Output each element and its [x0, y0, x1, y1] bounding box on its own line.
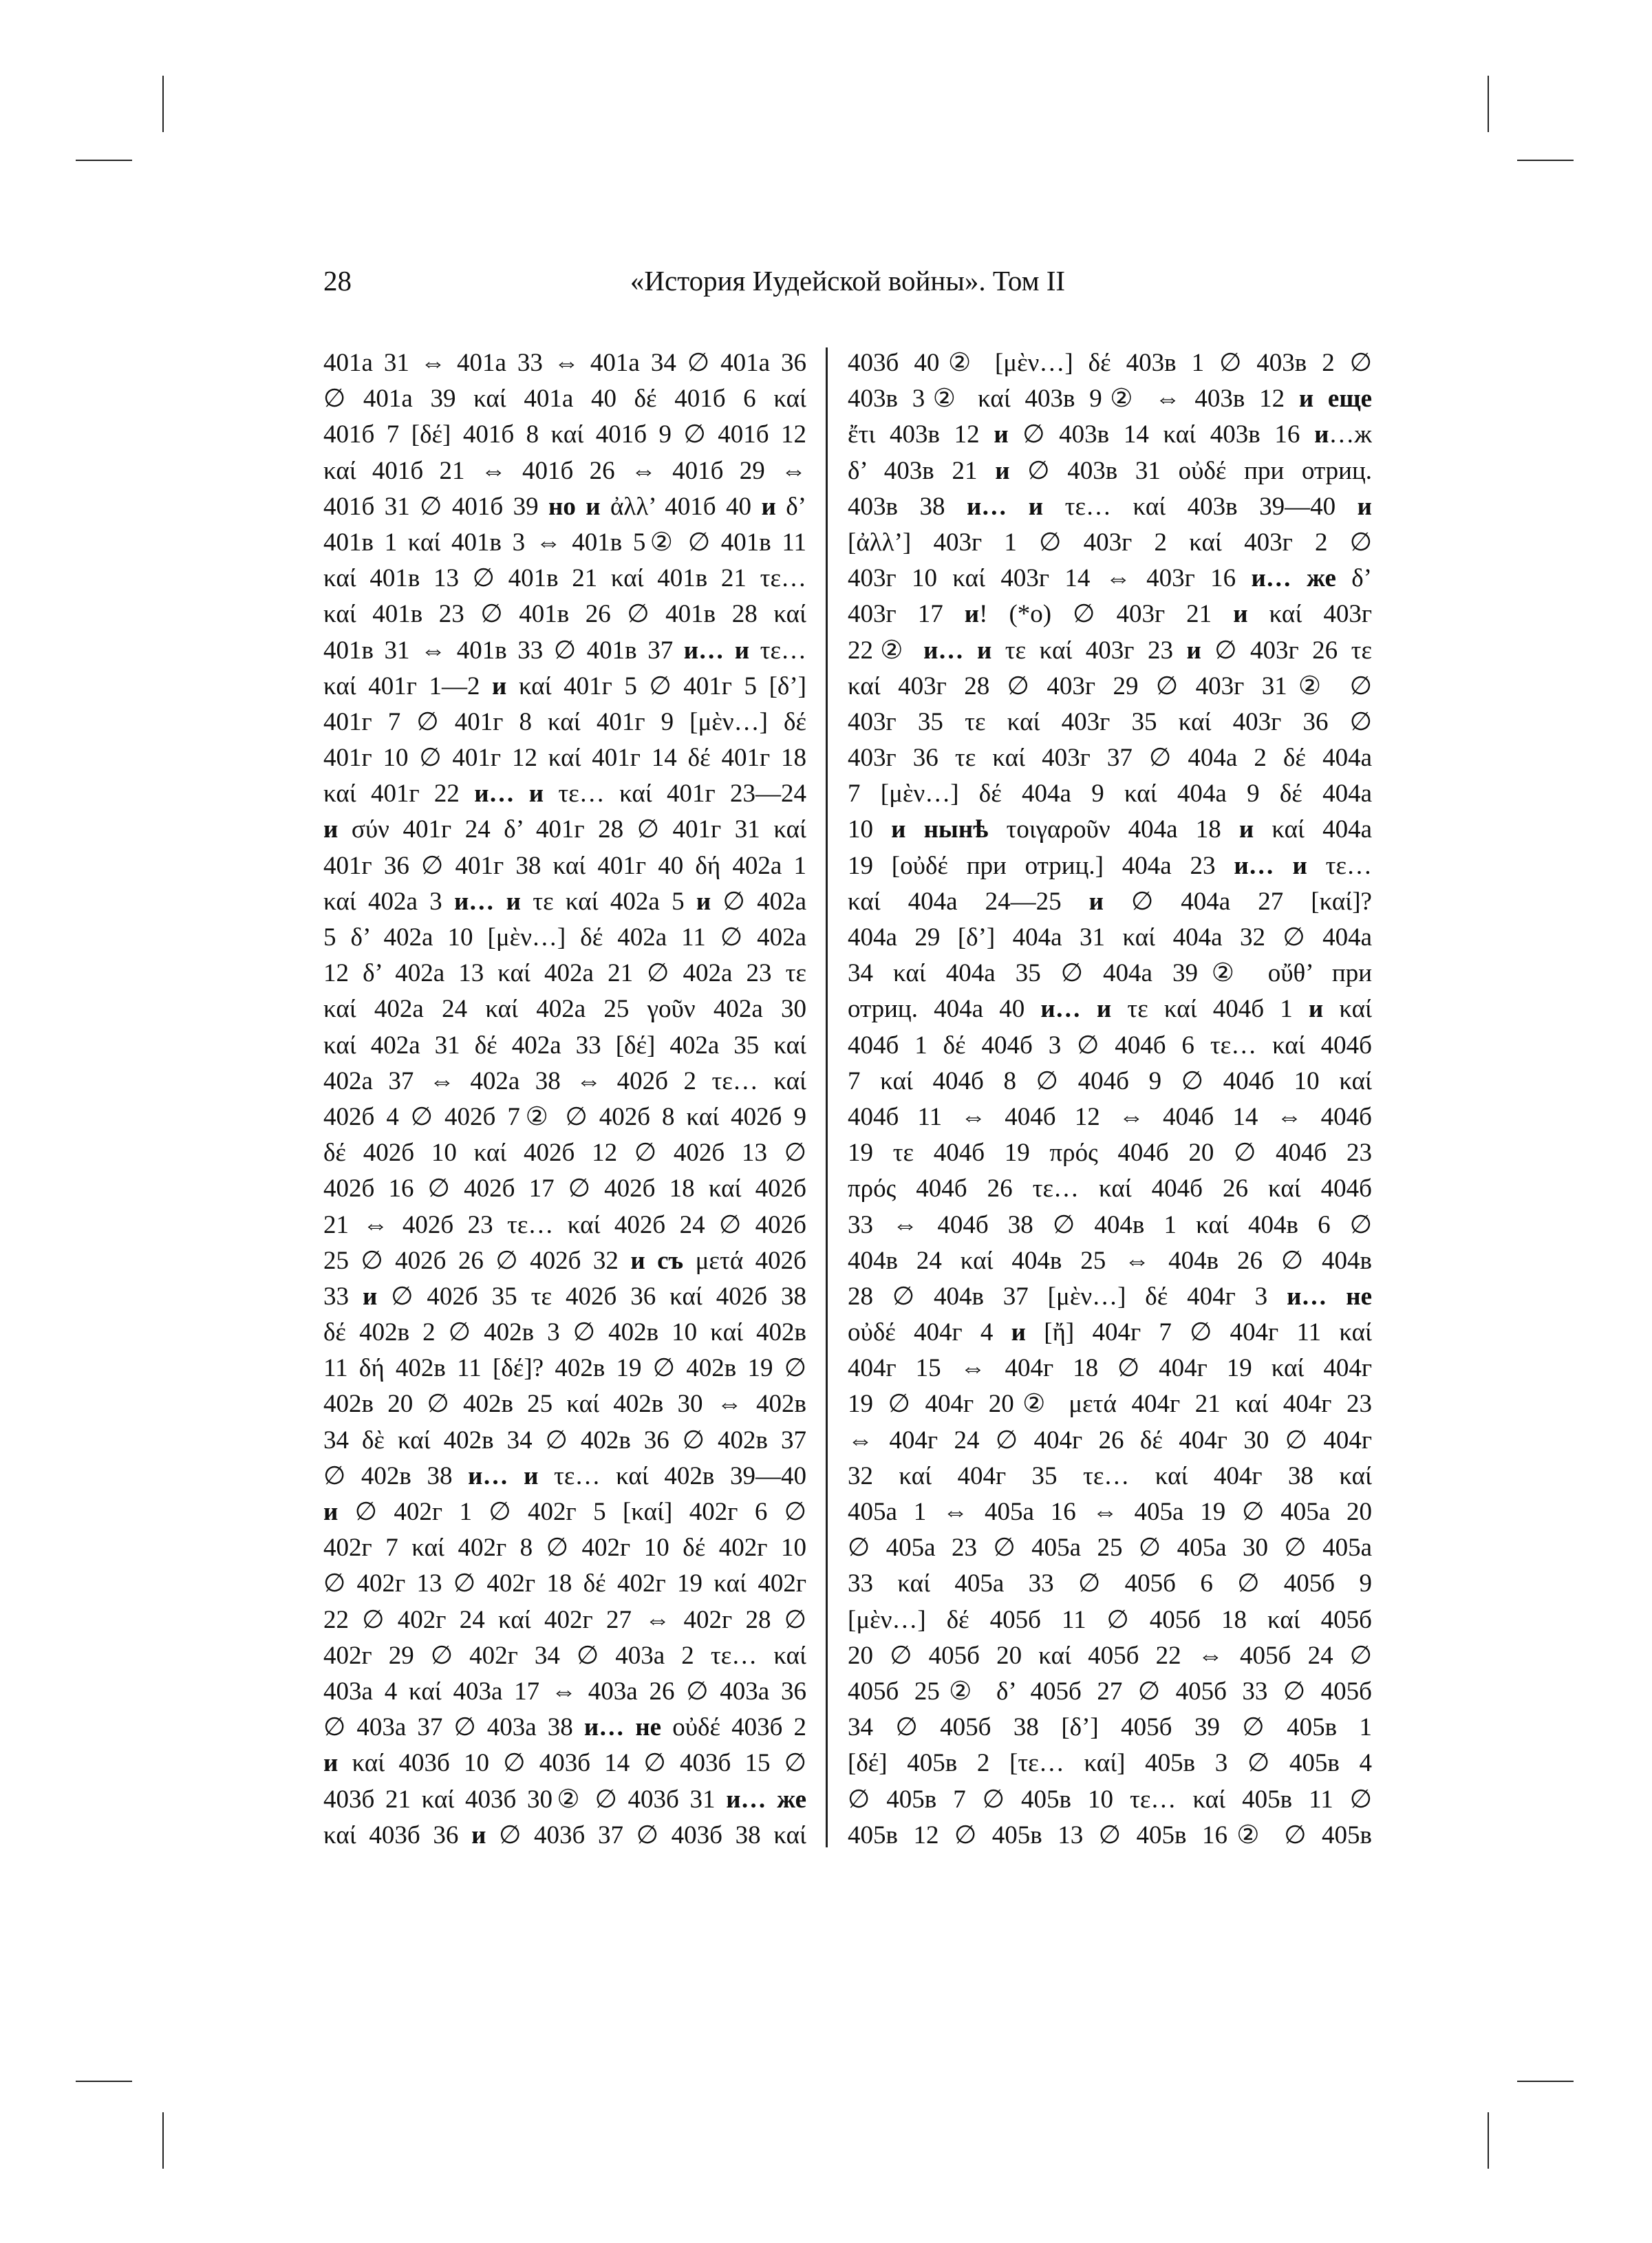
text-line: 34 ∅ 405б 38 [δ’] 405б 39 ∅ 405в 1	[848, 1713, 1372, 1742]
text-line: καί 401г 1—2 и καί 401г 5 ∅ 401г 5 [δ’]	[323, 672, 806, 700]
crop-mark-top-left-v	[162, 76, 164, 132]
text-line: 10 и нынѣ τοιγαροῦν 404а 18 и καί 404а	[848, 815, 1372, 844]
text-line: 5 δ’ 402а 10 [μὲν…] δέ 402а 11 ∅ 402а	[323, 923, 806, 952]
text-line: 34 δὲ καί 402в 34 ∅ 402в 36 ∅ 402в 37	[323, 1426, 806, 1455]
text-line: 401в 31 ⇔ 401в 33 ∅ 401в 37 и… и τε…	[323, 636, 806, 665]
text-line: δ’ 403в 21 и ∅ 403в 31 οὐδέ при отриц.	[848, 456, 1372, 485]
left-column	[323, 345, 806, 1854]
text-line: ∅ 401а 39 καί 401а 40 δέ 401б 6 καί	[323, 385, 806, 414]
text-line: καί 402а 31 δέ 402а 33 [δέ] 402а 35 καί	[323, 1031, 806, 1060]
crop-mark-bottom-right-v	[1488, 2112, 1489, 2169]
text-line: 403г 10 καί 403г 14 ⇔ 403г 16 и… же δ’	[848, 564, 1372, 593]
text-line: 25 ∅ 402б 26 ∅ 402б 32 и съ μετά 402б	[323, 1246, 806, 1275]
text-line: καί 402а 24 καί 402а 25 γοῦν 402а 30	[323, 995, 806, 1024]
text-line: 19 [οὐδέ при отриц.] 404а 23 и… и τε…	[848, 851, 1372, 880]
text-line: 404а 29 [δ’] 404а 31 καί 404а 32 ∅ 404а	[848, 923, 1372, 952]
text-line: 7 [μὲν…] δέ 404а 9 καί 404а 9 δέ 404а	[848, 780, 1372, 808]
text-line: 403г 17 и! (*о) ∅ 403г 21 и καί 403г	[848, 600, 1372, 629]
text-line: ἔτι 403в 12 и ∅ 403в 14 καί 403в 16 и…ж	[848, 420, 1372, 449]
text-line: πρός 404б 26 τε… καί 404б 26 καί 404б	[848, 1174, 1372, 1203]
text-line: 404г 15 ⇔ 404г 18 ∅ 404г 19 καί 404г	[848, 1354, 1372, 1383]
text-line: 403а 4 καί 403а 17 ⇔ 403а 26 ∅ 403а 36	[323, 1677, 806, 1706]
text-line: 33 и ∅ 402б 35 τε 402б 36 καί 402б 38	[323, 1282, 806, 1311]
text-line: 28 ∅ 404в 37 [μὲν…] δέ 404г 3 и… не	[848, 1282, 1372, 1311]
text-line: ⇔ 404г 24 ∅ 404г 26 δέ 404г 30 ∅ 404г	[848, 1426, 1372, 1455]
text-line: 22 ∅ 402г 24 καί 402г 27 ⇔ 402г 28 ∅	[323, 1605, 806, 1634]
text-line: καί 401в 23 ∅ 401в 26 ∅ 401в 28 καί	[323, 600, 806, 629]
text-line: 401б 7 [δέ] 401б 8 καί 401б 9 ∅ 401б 12	[323, 420, 806, 449]
text-line: 401г 10 ∅ 401г 12 καί 401г 14 δέ 401г 18	[323, 744, 806, 773]
text-line: καί 401г 22 и… и τε… καί 401г 23—24	[323, 780, 806, 808]
text-line: 403в 38 и… и τε… καί 403в 39—40 и	[848, 492, 1372, 521]
text-line: отриц. 404а 40 и… и τε καί 404б 1 и καί	[848, 995, 1372, 1024]
text-line: δέ 402в 2 ∅ 402в 3 ∅ 402в 10 καί 402в	[323, 1318, 806, 1347]
page-number: 28	[323, 265, 352, 297]
running-title: «История Иудейской войны». Том II	[630, 265, 1066, 297]
crop-mark-top-right-h	[1517, 160, 1574, 161]
text-line: ∅ 402в 38 и… и τε… καί 402в 39—40	[323, 1461, 806, 1490]
text-line: 7 καί 404б 8 ∅ 404б 9 ∅ 404б 10 καί	[848, 1066, 1372, 1095]
text-line: 405б 25② δ’ 405б 27 ∅ 405б 33 ∅ 405б	[848, 1677, 1372, 1706]
text-line: 21 ⇔ 402б 23 τε… καί 402б 24 ∅ 402б	[323, 1210, 806, 1239]
text-line: и σύν 401г 24 δ’ 401г 28 ∅ 401г 31 καί	[323, 815, 806, 844]
text-line: 402г 7 καί 402г 8 ∅ 402г 10 δέ 402г 10	[323, 1534, 806, 1563]
text-line: 401г 36 ∅ 401г 38 καί 401г 40 δή 402а 1	[323, 851, 806, 880]
column-divider	[826, 347, 828, 1847]
text-line: 401а 31 ⇔ 401а 33 ⇔ 401а 34 ∅ 401а 36	[323, 349, 806, 377]
crop-mark-bottom-left-h	[76, 2081, 132, 2082]
text-line: καί 403б 36 и ∅ 403б 37 ∅ 403б 38 καί	[323, 1821, 806, 1849]
text-line: 33 ⇔ 404б 38 ∅ 404в 1 καί 404в 6 ∅	[848, 1210, 1372, 1239]
text-line: καί 403г 28 ∅ 403г 29 ∅ 403г 31② ∅	[848, 672, 1372, 700]
text-line: 404б 1 δέ 404б 3 ∅ 404б 6 τε… καί 404б	[848, 1031, 1372, 1060]
text-line: καί 401б 21 ⇔ 401б 26 ⇔ 401б 29 ⇔	[323, 456, 806, 485]
page-header	[323, 260, 1372, 301]
text-line: ∅ 403а 37 ∅ 403а 38 и… не οὐδέ 403б 2	[323, 1713, 806, 1742]
text-line: 12 δ’ 402а 13 καί 402а 21 ∅ 402а 23 τε	[323, 959, 806, 988]
text-line: 20 ∅ 405б 20 καί 405б 22 ⇔ 405б 24 ∅	[848, 1641, 1372, 1670]
text-line: 34 καί 404а 35 ∅ 404а 39② οὔθ’ при	[848, 959, 1372, 988]
text-line: 402б 4 ∅ 402б 7② ∅ 402б 8 καί 402б 9	[323, 1102, 806, 1131]
text-line: 403г 36 τε καί 403г 37 ∅ 404а 2 δέ 404а	[848, 744, 1372, 773]
text-line: 403г 35 τε καί 403г 35 καί 403г 36 ∅	[848, 707, 1372, 736]
text-line: 402б 16 ∅ 402б 17 ∅ 402б 18 καί 402б	[323, 1174, 806, 1203]
text-line: 403б 40② [μὲν…] δέ 403в 1 ∅ 403в 2 ∅	[848, 349, 1372, 377]
text-line: [ἀλλ’] 403г 1 ∅ 403г 2 καί 403г 2 ∅	[848, 528, 1372, 557]
text-line: καί 404а 24—25 и ∅ 404а 27 [καί]?	[848, 887, 1372, 916]
text-line: 32 καί 404г 35 τε… καί 404г 38 καί	[848, 1461, 1372, 1490]
text-line: οὐδέ 404г 4 и [ἤ] 404г 7 ∅ 404г 11 καί	[848, 1318, 1372, 1347]
text-line: 402г 29 ∅ 402г 34 ∅ 403а 2 τε… καί	[323, 1641, 806, 1670]
crop-mark-top-left-h	[76, 160, 132, 161]
text-line: 404в 24 καί 404в 25 ⇔ 404в 26 ∅ 404в	[848, 1246, 1372, 1275]
text-line: 33 καί 405а 33 ∅ 405б 6 ∅ 405б 9	[848, 1569, 1372, 1598]
crop-mark-bottom-right-h	[1517, 2081, 1574, 2082]
text-line: [δέ] 405в 2 [τε… καί] 405в 3 ∅ 405в 4	[848, 1749, 1372, 1778]
text-line: и καί 403б 10 ∅ 403б 14 ∅ 403б 15 ∅	[323, 1749, 806, 1778]
text-line: 403в 3② καί 403в 9② ⇔ 403в 12 и еще	[848, 385, 1372, 414]
text-line: 19 ∅ 404г 20② μετά 404г 21 καί 404г 23	[848, 1390, 1372, 1419]
text-line: 403б 21 καί 403б 30② ∅ 403б 31 и… же	[323, 1785, 806, 1814]
text-line: 405а 1 ⇔ 405а 16 ⇔ 405а 19 ∅ 405а 20	[848, 1498, 1372, 1526]
text-line: καί 401в 13 ∅ 401в 21 καί 401в 21 τε…	[323, 564, 806, 593]
right-column	[848, 345, 1372, 1854]
text-line: и ∅ 402г 1 ∅ 402г 5 [καί] 402г 6 ∅	[323, 1498, 806, 1526]
text-line: 401б 31 ∅ 401б 39 но и ἀλλ’ 401б 40 и δ’	[323, 492, 806, 521]
crop-mark-top-right-v	[1488, 76, 1489, 132]
text-line: 11 δή 402в 11 [δέ]? 402в 19 ∅ 402в 19 ∅	[323, 1354, 806, 1383]
text-line: [μὲν…] δέ 405б 11 ∅ 405б 18 καί 405б	[848, 1605, 1372, 1634]
text-line: 402а 37 ⇔ 402а 38 ⇔ 402б 2 τε… καί	[323, 1066, 806, 1095]
text-line: δέ 402б 10 καί 402б 12 ∅ 402б 13 ∅	[323, 1139, 806, 1168]
text-line: 401в 1 καί 401в 3 ⇔ 401в 5② ∅ 401в 11	[323, 528, 806, 557]
text-line: 402в 20 ∅ 402в 25 καί 402в 30 ⇔ 402в	[323, 1390, 806, 1419]
text-line: 405в 12 ∅ 405в 13 ∅ 405в 16② ∅ 405в	[848, 1821, 1372, 1849]
crop-mark-bottom-left-v	[162, 2112, 164, 2169]
text-line: ∅ 405а 23 ∅ 405а 25 ∅ 405а 30 ∅ 405а	[848, 1534, 1372, 1563]
text-line: 22② и… и τε καί 403г 23 и ∅ 403г 26 τε	[848, 636, 1372, 665]
text-line: 19 τε 404б 19 πρός 404б 20 ∅ 404б 23	[848, 1139, 1372, 1168]
text-line: καί 402а 3 и… и τε καί 402а 5 и ∅ 402а	[323, 887, 806, 916]
text-line: 404б 11 ⇔ 404б 12 ⇔ 404б 14 ⇔ 404б	[848, 1102, 1372, 1131]
text-line: ∅ 405в 7 ∅ 405в 10 τε… καί 405в 11 ∅	[848, 1785, 1372, 1814]
text-line: ∅ 402г 13 ∅ 402г 18 δέ 402г 19 καί 402г	[323, 1569, 806, 1598]
text-line: 401г 7 ∅ 401г 8 καί 401г 9 [μὲν…] δέ	[323, 707, 806, 736]
